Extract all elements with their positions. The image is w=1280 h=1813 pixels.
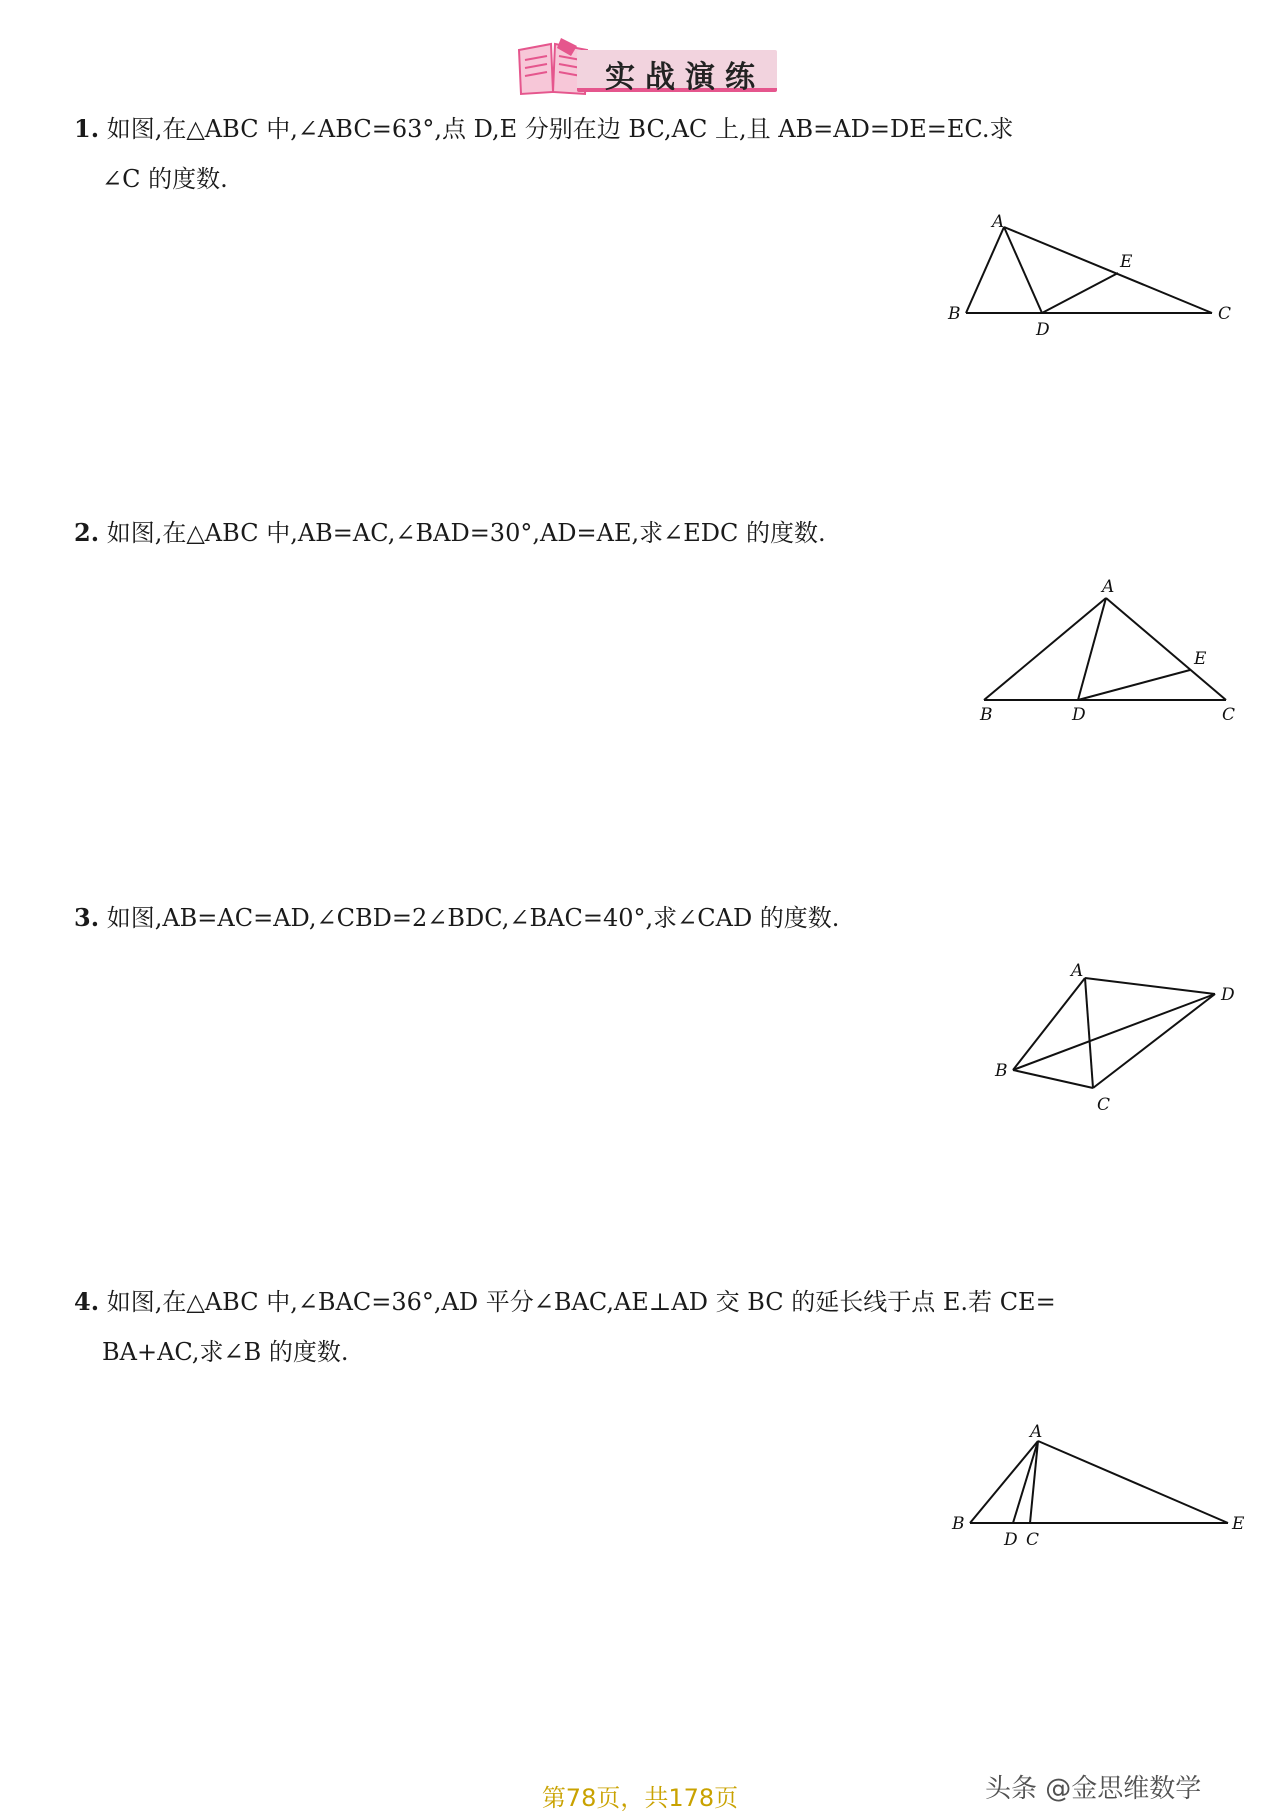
problem-2	[74, 508, 1244, 558]
problem-2-figure	[970, 577, 1240, 725]
segment-ad	[1078, 598, 1106, 700]
problem-number: 1.	[74, 114, 100, 143]
segment-de	[1078, 670, 1190, 700]
label-e: E	[1120, 252, 1133, 272]
problem-number: 2.	[74, 518, 100, 547]
label-d: D	[1004, 1530, 1018, 1550]
problem-number: 3.	[74, 903, 100, 932]
problem-1-line-1	[74, 104, 1244, 154]
label-b: B	[995, 1061, 1008, 1081]
label-c: C	[1218, 304, 1232, 324]
label-c: C	[1222, 705, 1236, 725]
problem-4-line-1	[74, 1277, 1244, 1327]
problem-3-figure	[985, 960, 1245, 1120]
segment-ad	[1085, 978, 1215, 994]
segment-ab	[966, 227, 1004, 313]
problem-2-line-1	[74, 508, 1244, 558]
problem-4	[74, 1277, 1244, 1377]
problem-4-line-2: BA+AC,求∠B 的度数.	[102, 1338, 349, 1366]
problem-number: 4.	[74, 1287, 100, 1316]
segment-ab	[984, 598, 1106, 700]
problem-text: 如图,AB=AC=AD,∠CBD=2∠BDC,∠BAC=40°,求∠CAD 的度数.	[106, 904, 840, 932]
problem-1	[74, 104, 1244, 204]
label-d: D	[1221, 985, 1235, 1005]
problem-1-figure	[940, 212, 1240, 340]
problem-text: 如图,在△ABC 中,∠BAC=36°,AD 平分∠BAC,AE⊥AD 交 BC 的延长线于点 E.若 CE=	[106, 1288, 1056, 1316]
label-c: C	[1097, 1095, 1111, 1115]
segment-cd	[1093, 994, 1215, 1088]
problem-text: 如图,在△ABC 中,∠ABC=63°,点 D,E 分别在边 BC,AC 上,且 AB=AD=DE=EC.求	[106, 115, 1014, 143]
problem-1-line-2: ∠C 的度数.	[102, 165, 228, 193]
section-header	[515, 30, 785, 102]
label-b: B	[980, 705, 993, 725]
page-indicator: 第78页，共178页	[541, 1784, 739, 1812]
label-d: D	[1036, 320, 1050, 340]
segment-ac	[1085, 978, 1093, 1088]
segment-ae	[1038, 1441, 1228, 1523]
segment-ac	[1106, 598, 1226, 700]
segment-bc	[1013, 1070, 1093, 1088]
problem-3-line-1	[74, 893, 1244, 943]
source-watermark: 头条 @金思维数学	[985, 1774, 1202, 1804]
problem-text: 如图,在△ABC 中,AB=AC,∠BAD=30°,AD=AE,求∠EDC 的度数.	[106, 519, 826, 547]
label-a: A	[1030, 1422, 1043, 1442]
section-title: 实战演练	[605, 60, 765, 95]
label-c: C	[1026, 1530, 1040, 1550]
problem-3	[74, 893, 1244, 943]
label-a: A	[1102, 577, 1115, 597]
problem-4-figure	[950, 1422, 1250, 1550]
segment-ac	[1004, 227, 1212, 313]
label-e: E	[1232, 1514, 1245, 1534]
label-a: A	[992, 212, 1005, 232]
label-b: B	[952, 1514, 965, 1534]
label-e: E	[1194, 649, 1207, 669]
label-b: B	[948, 304, 961, 324]
label-a: A	[1071, 961, 1084, 981]
segment-de	[1042, 273, 1118, 313]
segment-ab	[970, 1441, 1038, 1523]
label-d: D	[1072, 705, 1086, 725]
